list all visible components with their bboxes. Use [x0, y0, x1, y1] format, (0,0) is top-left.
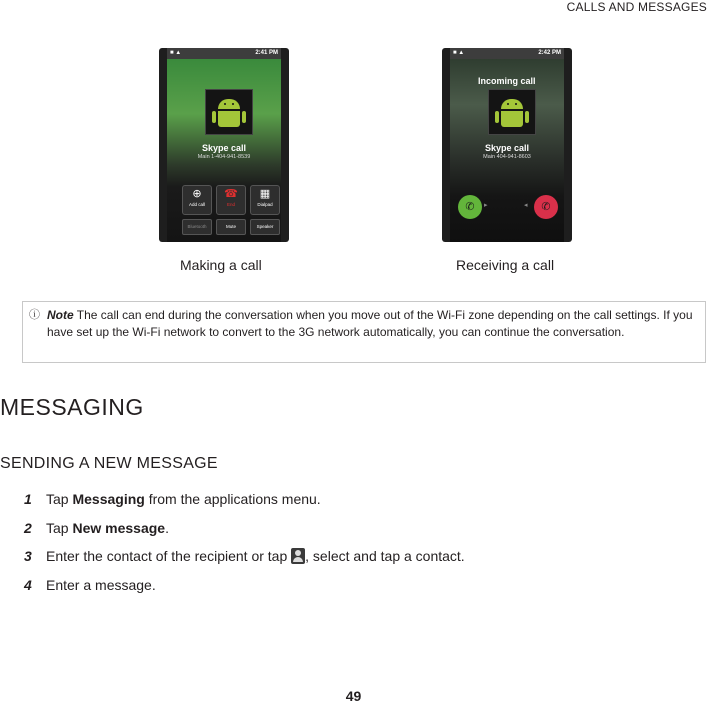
status-bar: [450, 48, 564, 59]
plus-icon: ⊕: [192, 188, 202, 200]
status-time: 2:41 PM: [255, 50, 278, 56]
contact-icon: [291, 548, 305, 564]
info-icon: ⓘ: [29, 309, 40, 321]
subsection-heading: SENDING A NEW MESSAGE: [0, 455, 218, 472]
incoming-call-label: Incoming call: [478, 76, 536, 86]
arrow-left-icon: ◂: [524, 202, 528, 209]
add-call-button[interactable]: ⊕ Add call: [182, 185, 212, 215]
decline-call-icon[interactable]: ✆: [534, 195, 558, 219]
caller-number: Main 404-941-8603: [483, 154, 531, 160]
caller-number: Main 1-404-941-8539: [197, 154, 251, 160]
end-call-button[interactable]: ☎ End: [216, 185, 246, 215]
answer-call-icon[interactable]: ✆: [458, 195, 482, 219]
caption-receiving-call: Receiving a call: [456, 257, 555, 273]
status-time: 2:42 PM: [538, 50, 561, 56]
android-avatar-icon: [488, 89, 536, 135]
arrow-right-icon: ▸: [484, 202, 488, 209]
step-2: 2 Tap New message.: [24, 520, 169, 536]
section-header: CALLS AND MESSAGES: [566, 0, 707, 14]
receiving-call-screenshot: [442, 48, 572, 242]
android-avatar-icon: [205, 89, 253, 135]
step-4: 4 Enter a message.: [24, 577, 156, 593]
mute-button[interactable]: Mute: [216, 219, 246, 235]
making-call-screenshot: [159, 48, 289, 242]
hang-up-icon: ☎: [224, 188, 238, 200]
note-text: The call can end during the conversation when you move out of the Wi-Fi zone depending on the call settings. If you have set up the Wi-Fi network to convert to the 3G network automatically, you can continue the conversation.: [47, 308, 693, 339]
note-label: Note: [47, 308, 74, 322]
keypad-icon: ▦: [259, 188, 271, 200]
incoming-call-screen: [450, 59, 564, 242]
speaker-button[interactable]: Speaker: [250, 219, 280, 235]
section-heading: MESSAGING: [0, 394, 144, 420]
caller-name: Skype call: [484, 143, 530, 153]
call-screen: [167, 59, 281, 242]
notification-icons: ■ ▲: [453, 50, 465, 56]
caller-name: Skype call: [201, 143, 247, 153]
step-1: 1 Tap Messaging from the applications menu.: [24, 491, 321, 507]
note-box: [22, 301, 706, 363]
page-number: 49: [345, 688, 362, 704]
caption-making-call: Making a call: [180, 257, 262, 273]
new-message-label: New message: [72, 520, 166, 536]
bluetooth-button[interactable]: Bluetooth: [182, 219, 212, 235]
notification-icons: ■ ▲: [170, 50, 182, 56]
status-bar: [167, 48, 281, 59]
messaging-label: Messaging: [72, 491, 145, 507]
dialpad-button[interactable]: ▦ Dialpad: [250, 185, 280, 215]
step-3: 3 Enter the contact of the recipient or tap , select and tap a contact.: [24, 548, 465, 564]
